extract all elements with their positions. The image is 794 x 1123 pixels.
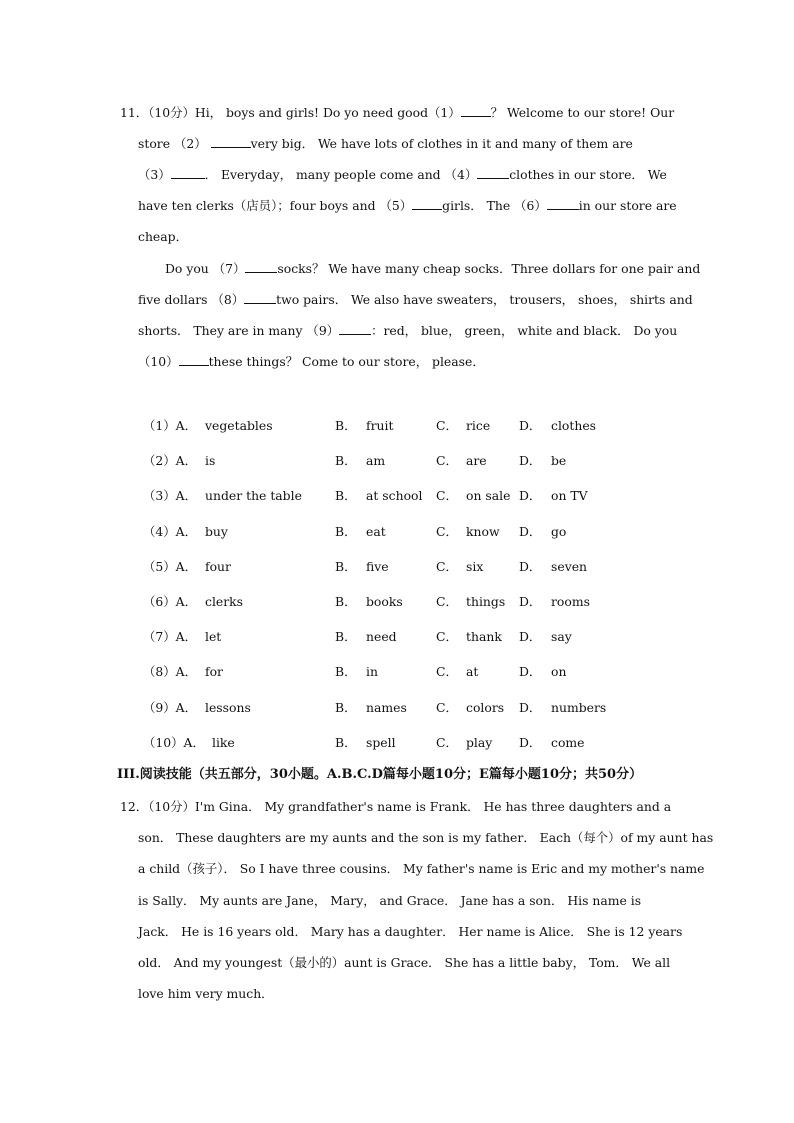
option-c: colors <box>466 699 505 715</box>
option-b: in <box>366 664 378 680</box>
option-row <box>0 488 794 504</box>
option-c-label: C． <box>436 594 458 609</box>
option-c-label: C． <box>436 523 458 539</box>
q11-text: （10） <box>138 354 179 369</box>
answer-blank <box>211 135 251 148</box>
q11-text: ？ Welcome to our store! Our <box>490 105 675 120</box>
option-b-label: B． <box>335 488 357 504</box>
option-num: （2）A． <box>143 453 198 469</box>
answer-blank <box>461 104 491 117</box>
option-b-label: B． <box>335 594 357 609</box>
option-d: say <box>551 629 572 645</box>
q11-text: Do you （7） <box>165 261 246 276</box>
q12-line-1: 12．（10分）I'm Gina． My grandfather's name is Frank． He has three daughters and a <box>120 799 672 814</box>
q12-line-7: love him very much． <box>138 986 274 1001</box>
option-a: let <box>205 629 222 645</box>
option-num: （3）A． <box>143 488 198 504</box>
option-b: need <box>366 629 397 645</box>
q12-line-2: son． These daughters are my aunts and the son is my father． Each（每个）of my aunt has <box>138 830 714 845</box>
option-c-label: C． <box>436 734 458 750</box>
option-c: know <box>466 523 500 539</box>
option-row <box>0 664 794 680</box>
option-d-label: D． <box>519 488 542 504</box>
option-num: （1）A． <box>143 418 198 433</box>
q11-line-7 <box>138 291 693 308</box>
q11-text: ：red， blue， green， white and black． Do you <box>371 323 678 338</box>
option-num: （6）A． <box>143 594 198 609</box>
option-row <box>0 700 794 716</box>
option-c: play <box>466 734 493 750</box>
option-row <box>0 453 794 469</box>
q11-line-3 <box>138 166 667 183</box>
option-d-label: D． <box>519 699 542 715</box>
q12-line-5: Jack． He is 16 years old． Mary has a daughter． Her name is Alice． She is 12 years <box>138 924 683 939</box>
option-a: four <box>205 558 231 574</box>
answer-blank <box>244 291 276 304</box>
option-c: thank <box>466 629 502 645</box>
q11-text: 11．（10分）Hi， boys and girls! Do yo need good（1） <box>120 105 461 120</box>
option-num: （8）A． <box>143 664 198 680</box>
option-c-label: C． <box>436 488 458 504</box>
q11-text: store （2） <box>138 136 211 151</box>
option-b-label: B． <box>335 734 357 750</box>
option-row <box>0 559 794 575</box>
option-c: on sale <box>466 488 511 504</box>
option-c-label: C． <box>436 629 458 645</box>
option-c: things <box>466 594 506 609</box>
option-b: five <box>366 558 389 574</box>
q11-text: in our store are <box>578 198 677 213</box>
option-b: am <box>366 453 386 469</box>
option-row <box>0 524 794 540</box>
q11-line-6 <box>165 260 700 277</box>
option-row <box>0 735 794 751</box>
option-d-label: D． <box>519 523 542 539</box>
option-b-label: B． <box>335 523 357 539</box>
answer-blank <box>339 322 371 335</box>
q12-line-4: is Sally． My aunts are Jane， Mary， and Grace． Jane has a son． His name is <box>138 893 642 908</box>
option-b-label: B． <box>335 629 357 645</box>
option-row <box>0 629 794 645</box>
option-b: names <box>366 699 407 715</box>
option-row <box>0 594 794 610</box>
q11-text: clothes in our store． We <box>509 167 667 182</box>
q11-text: have ten clerks（店员）；four boys and （5） <box>138 198 413 213</box>
option-d-label: D． <box>519 418 542 433</box>
option-d: numbers <box>551 699 607 715</box>
q12-line-6: old． And my youngest（最小的）aunt is Grace． She has a little baby， Tom． We all <box>138 955 671 970</box>
q11-line-1 <box>120 104 674 121</box>
option-d-label: D． <box>519 734 542 750</box>
option-d: on TV <box>551 488 588 504</box>
q11-text: these things？ Come to our store， please． <box>208 354 485 369</box>
q11-text: very big． We have lots of clothes in it and many of them are <box>250 136 633 151</box>
option-a: buy <box>205 523 228 539</box>
answer-blank <box>547 197 579 210</box>
answer-blank <box>179 353 209 366</box>
answer-blank <box>245 260 277 273</box>
option-b: fruit <box>366 418 394 433</box>
q11-text: five dollars （8） <box>138 292 245 307</box>
option-c: six <box>466 558 484 574</box>
option-d-label: D． <box>519 629 542 645</box>
option-d-label: D． <box>519 664 542 680</box>
option-a: vegetables <box>205 418 273 433</box>
option-d: go <box>551 523 567 539</box>
q11-line-4 <box>138 197 677 214</box>
option-a: under the table <box>205 488 302 504</box>
answer-blank <box>477 166 509 179</box>
q11-text: shorts． They are in many （9） <box>138 323 340 338</box>
option-c-label: C． <box>436 664 458 680</box>
q11-text: ． Everyday， many people come and （4） <box>204 167 478 182</box>
option-b-label: B． <box>335 558 357 574</box>
option-c-label: C． <box>436 699 458 715</box>
option-b: spell <box>366 734 396 750</box>
q11-line-5 <box>138 229 188 245</box>
option-d-label: D． <box>519 558 542 574</box>
option-c-label: C． <box>436 453 458 469</box>
option-b: at school <box>366 488 423 504</box>
option-num: （5）A． <box>143 558 198 574</box>
option-d: on <box>551 664 567 680</box>
option-num: （4）A． <box>143 523 198 539</box>
answer-blank <box>171 166 205 179</box>
option-b: books <box>366 594 403 609</box>
option-b-label: B． <box>335 418 357 433</box>
q11-text: two pairs． We also have sweaters， trousers， shoes， shirts and <box>276 292 693 307</box>
option-a: like <box>212 734 235 750</box>
q11-line-8 <box>138 322 677 339</box>
option-b-label: B． <box>335 664 357 680</box>
option-d: be <box>551 453 567 469</box>
option-b-label: B． <box>335 453 357 469</box>
option-c: at <box>466 664 479 680</box>
option-d-label: D． <box>519 453 542 469</box>
option-a: is <box>205 453 216 469</box>
option-num: （10）A． <box>143 734 205 750</box>
option-d: rooms <box>551 594 590 609</box>
q11-text: socks？ We have many cheap socks．Three dollars for one pair and <box>277 261 701 276</box>
option-a: clerks <box>205 594 244 609</box>
option-d: clothes <box>551 418 597 433</box>
q11-text: girls． The （6） <box>442 198 547 213</box>
q11-line-2 <box>138 135 633 152</box>
answer-blank <box>412 197 442 210</box>
option-c-label: C． <box>436 558 458 574</box>
section-heading: III.阅读技能（共五部分，30小题。A.B.C.D篇每小题10分；E篇每小题10分；共50分） <box>117 767 643 782</box>
q12-line-3: a child（孩子）． So I have three cousins． My father's name is Eric and my mother's name <box>138 861 705 876</box>
q11-text: （3） <box>138 167 171 182</box>
option-c: are <box>466 453 487 469</box>
option-d-label: D． <box>519 594 542 609</box>
option-d: come <box>551 734 585 750</box>
option-num: （7）A． <box>143 629 198 645</box>
option-a: lessons <box>205 699 251 715</box>
option-c-label: C． <box>436 418 458 433</box>
option-num: （9）A． <box>143 699 198 715</box>
option-b: eat <box>366 523 386 539</box>
q11-line-9 <box>138 353 485 370</box>
q11-text: cheap． <box>138 229 188 244</box>
option-c: rice <box>466 418 491 433</box>
option-d: seven <box>551 558 588 574</box>
option-b-label: B． <box>335 699 357 715</box>
option-a: for <box>205 664 223 680</box>
option-row <box>0 418 794 434</box>
